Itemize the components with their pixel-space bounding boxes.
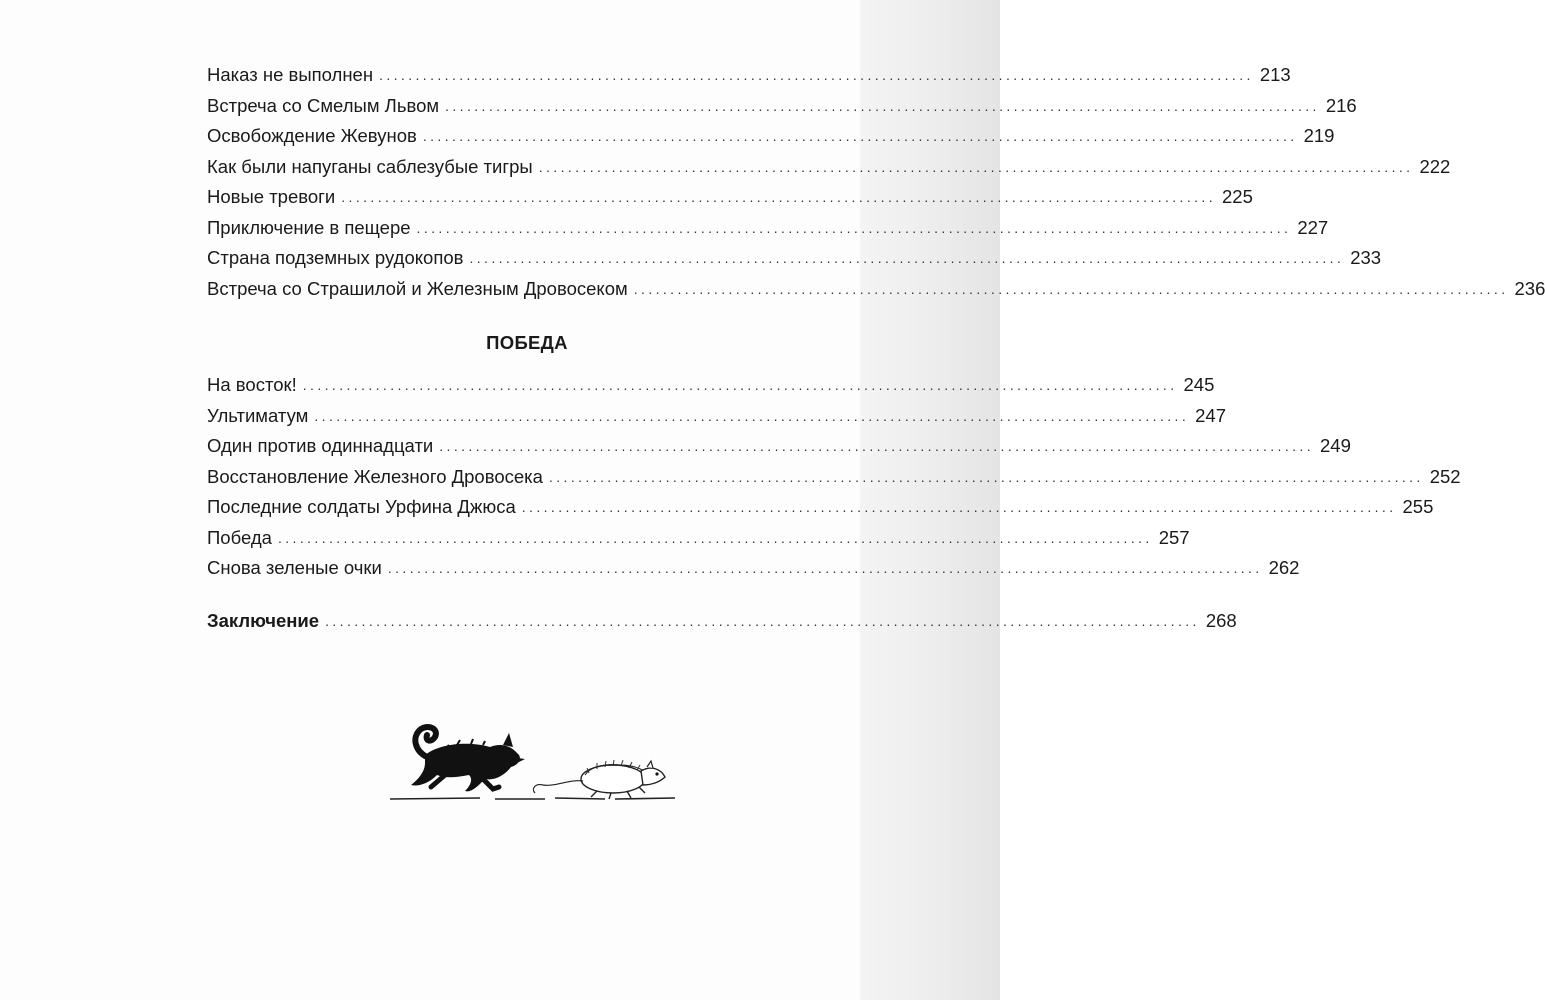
toc-entry[interactable] <box>207 370 1215 401</box>
toc-leader-dots: ........................................................................................................................ <box>387 560 1263 576</box>
toc-leader-dots: ........................................................................................................................ <box>521 499 1397 515</box>
toc-leader-dots: ........................................................................................................................ <box>341 189 1217 205</box>
toc-leader-dots: ........................................................................................................................ <box>416 219 1292 236</box>
toc-leader-dots: ........................................................................................................................ <box>325 612 1200 629</box>
toc-leader-dots: ........................................................................................................................ <box>379 67 1254 83</box>
toc-part-one <box>207 60 1545 304</box>
toc-leader-dots: ........................................................................................................................ <box>314 407 1190 424</box>
toc-leader-dots: ........................................................................................................................ <box>538 158 1414 175</box>
toc-entry-title: Наказ не выполнен <box>207 64 374 85</box>
toc-entry-title: Восстановление Железного Дровосека <box>207 465 543 487</box>
toc-leader-dots: ........................................................................................................................ <box>302 377 1178 393</box>
toc-entry-page: 245 <box>1183 374 1215 395</box>
toc-entry[interactable] <box>207 152 1451 183</box>
toc-leader-dots: ........................................................................................................................ <box>548 468 1424 485</box>
toc-entry[interactable] <box>207 462 1461 493</box>
toc-entry-title: Один против одиннадцати <box>207 435 434 456</box>
toc-entry-title: Снова зеленые очки <box>207 557 382 578</box>
toc-entry-page: 222 <box>1419 155 1451 177</box>
toc-entry-title: Победа <box>207 526 272 548</box>
toc-entry-title: Встреча со Смелым Львом <box>207 94 440 116</box>
section-heading: ПОБЕДА <box>486 332 568 353</box>
toc-entry-title: Новые тревоги <box>207 186 336 207</box>
toc-entry-title: Встреча со Страшилой и Железным Дровосеком <box>207 277 628 299</box>
toc-entry[interactable] <box>207 213 1329 244</box>
toc-entry-page: 213 <box>1259 64 1291 85</box>
toc-part-two <box>207 370 1461 584</box>
toc-entry-page: 216 <box>1325 94 1357 116</box>
toc-entry[interactable] <box>207 431 1351 462</box>
toc-leader-dots: ........................................................................................................................ <box>633 280 1509 297</box>
toc-entry[interactable] <box>207 553 1300 584</box>
toc-leader-dots: ........................................................................................................................ <box>277 529 1153 546</box>
toc-entry-page: 236 <box>1514 277 1545 299</box>
toc-entry-page: 268 <box>1205 609 1237 631</box>
toc-entry-page: 257 <box>1158 526 1190 548</box>
toc-entry-page: 249 <box>1320 435 1351 456</box>
toc-entry[interactable] <box>207 243 1382 274</box>
toc-entry-page: 255 <box>1402 496 1434 517</box>
toc-entry[interactable] <box>207 492 1434 523</box>
toc-gap <box>207 584 847 606</box>
toc-entry-title: Приключение в пещере <box>207 216 411 238</box>
toc-entry-page: 219 <box>1303 125 1335 146</box>
toc-leader-dots: ........................................................................................................................ <box>422 128 1298 144</box>
toc-entry[interactable] <box>207 523 1190 554</box>
toc-entry-conclusion[interactable] <box>207 606 1237 637</box>
toc-entry-page: 225 <box>1222 186 1253 207</box>
toc-entry[interactable] <box>207 401 1226 432</box>
toc-entry-page: 233 <box>1350 247 1382 268</box>
toc-entry[interactable] <box>207 182 1253 213</box>
toc-entry[interactable] <box>207 274 1545 305</box>
toc-entry-page: 227 <box>1297 216 1329 238</box>
toc-entry-title: Страна подземных рудокопов <box>207 247 464 268</box>
toc-leader-dots: ........................................................................................................................ <box>439 438 1315 454</box>
toc-entry-title: Заключение <box>207 609 320 631</box>
toc-entry-title: Последние солдаты Урфина Джюса <box>207 496 516 517</box>
toc-entry[interactable] <box>207 121 1335 152</box>
toc-leader-dots: ........................................................................................................................ <box>469 250 1345 266</box>
toc-entry-title: Освобождение Жевунов <box>207 125 417 146</box>
toc-leader-dots: ........................................................................................................................ <box>445 97 1320 114</box>
toc-entry-title: Как были напуганы саблезубые тигры <box>207 155 533 177</box>
toc-entry-title: Ультиматум <box>207 404 309 426</box>
toc-entry-page: 262 <box>1268 557 1300 578</box>
toc-entry-page: 247 <box>1195 404 1226 426</box>
running-dog-and-rat-icon <box>385 715 685 810</box>
toc-entry[interactable] <box>207 60 1291 91</box>
toc-entry-title: На восток! <box>207 374 297 395</box>
toc-entry[interactable] <box>207 91 1357 122</box>
toc-entry-page: 252 <box>1429 465 1461 487</box>
table-of-contents <box>207 60 1545 636</box>
